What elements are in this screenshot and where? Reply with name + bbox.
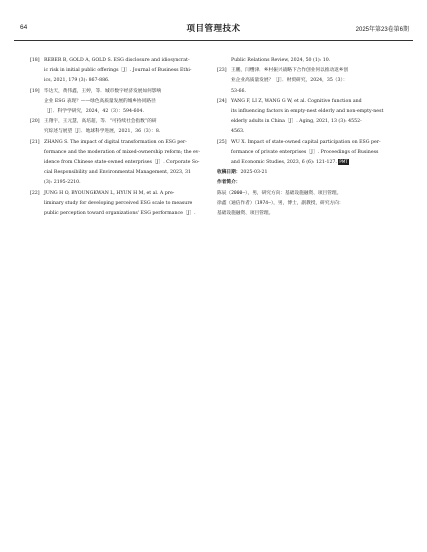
reference-text: [44, 56, 208, 87]
reference-entry: [217, 138, 399, 169]
reference-entry: [30, 189, 208, 220]
reference-line-text: WU X. Impact of state-owned capital participation on ESG per-: [231, 139, 381, 145]
reference-number: [18]: [30, 58, 40, 63]
reference-line: [44, 199, 208, 209]
reference-number: [19]: [30, 88, 40, 94]
reference-line-text: ics, 2021, 179 (3): 867-886.: [44, 78, 110, 84]
author-line-3: 基础设施融资、项目管理。: [217, 211, 274, 217]
reference-line-text: 究综述与展望［J］．地球科学进展，2021，36（3）：8.: [44, 129, 161, 135]
reference-list: [217, 66, 399, 168]
reference-line: [44, 209, 208, 219]
reference-line-text: (3): 2195-2210.: [44, 180, 81, 186]
reference-line-text: cial Responsibility and Environmental Management, 2023, 31: [44, 170, 191, 176]
reference-line-text: 王鹏，闫缨津．乡村振兴战略下合作创业何以推动返乡创: [231, 68, 349, 74]
reference-line-text: ［J］．科学学研究，2024，42（3）：594-604.: [44, 109, 144, 115]
reference-text: [231, 66, 399, 97]
header-rule: [14, 40, 413, 41]
reference-entry: [30, 138, 208, 189]
journal-title: 项目管理技术: [186, 24, 241, 34]
reference-line: [44, 158, 208, 168]
reference-number: [21]: [30, 139, 40, 145]
reference-line-text: 53-66.: [231, 88, 247, 94]
reference-line-text: public perception toward organizations' ESG performance［J］.: [44, 211, 196, 217]
reference-line-text: liminary study for developing perceived ESG scale to measure: [44, 200, 193, 206]
reference-line: [44, 168, 208, 178]
reference-entry: [30, 87, 208, 118]
reference-entry: [30, 117, 208, 137]
reference-text: [44, 87, 208, 118]
reference-number: [23]: [217, 68, 227, 74]
reference-line-text: 毕达天，黄伟鑫，王婷，等．城市数字经济发展如何影响: [44, 88, 162, 94]
reference-line: [44, 107, 208, 117]
reference-line-text: ZHANG S. The impact of digital transformation on ESG per-: [44, 139, 187, 145]
reference-line: [231, 107, 399, 117]
reference-text: [44, 138, 208, 189]
reference-line: [44, 138, 208, 148]
reference-line: [231, 97, 399, 107]
reference-line: [231, 87, 399, 97]
reference-line: [44, 76, 208, 86]
reference-line: [44, 127, 208, 137]
issue-info: 2025年第23卷第6期: [355, 27, 409, 33]
reference-line: [44, 189, 208, 199]
reference-continuation: Public Relations Review, 2024, 50 (1): 10.: [231, 58, 331, 63]
reference-line-text: 企业 ESG 表现？——绿色高质量发展的城乡协同路径: [44, 98, 156, 104]
page-number: 64: [20, 24, 28, 31]
end-of-article-mark: PMT: [339, 158, 348, 164]
reference-line: [44, 87, 208, 97]
reference-number: [20]: [30, 119, 40, 125]
author-line-2: 徐鑫（通信作者）（1974—），男，博士，副教授，研究方向：: [217, 200, 344, 206]
reference-text: [44, 117, 208, 137]
reference-text: [231, 97, 399, 138]
reference-line-text: elderly adults in China［J］. Aging, 2021, 13 (3): 4552-: [231, 119, 362, 125]
received-date: 2025-03-21: [240, 170, 268, 176]
authors-label: 作者简介：: [217, 180, 241, 186]
reference-line-text: ic risk in initial public offerings［J］. Journal of Business Ethi-: [44, 68, 192, 74]
reference-line: [44, 117, 208, 127]
reference-line-text: formance of private enterprises［J］. Proceedings of Business: [231, 149, 379, 155]
reference-line-text: REBER B, GOLD A, GOLD S. ESG disclosure and idiosyncrat-: [44, 58, 190, 63]
reference-entry: [30, 56, 208, 87]
reference-entry: [217, 66, 399, 97]
reference-line: [231, 148, 399, 158]
reference-line: [231, 66, 399, 76]
reference-text: [231, 138, 399, 169]
author-line-1: 陈辰（2000—），男，研究方向：基础设施融资、项目管理。: [217, 190, 342, 196]
reference-line-text: idence from Chinese state-owned enterprises［J］. Corporate So-: [44, 160, 200, 166]
received-label: 收稿日期：: [217, 170, 241, 176]
reference-line: [231, 138, 399, 148]
reference-number: [24]: [217, 98, 227, 104]
reference-line: [231, 76, 399, 86]
reference-text: [44, 189, 208, 220]
received-date-line: [217, 168, 399, 178]
reference-line-text: 4563.: [231, 129, 245, 135]
reference-line-text: 王翔宇，王元慧，高培超，等．“可持续社会指数”的研: [44, 119, 157, 125]
reference-line-text: its influencing factors in empty-nest elderly and non-empty-nest: [231, 109, 384, 115]
reference-line: [231, 158, 399, 168]
left-column: [30, 56, 208, 219]
reference-line: [44, 97, 208, 107]
reference-line: [44, 66, 208, 76]
reference-entry: [217, 97, 399, 138]
reference-line-text: formance and the moderation of mixed-ownership reform; the ev-: [44, 149, 200, 155]
reference-line: [231, 117, 399, 127]
right-column: [217, 56, 399, 219]
reference-line: [44, 148, 208, 158]
reference-line-text: and Economic Studies, 2023, 6 (6): 121-127.: [231, 160, 337, 166]
reference-line: [44, 56, 208, 66]
reference-line-text: YANG F, LI Z, WANG G W, et al. Cognitive function and: [231, 98, 362, 104]
reference-line: [44, 178, 208, 188]
page-header: [14, 22, 413, 36]
reference-number: [25]: [217, 139, 227, 145]
reference-line-text: JUNG H O, BYOUNGKWAN L, HYUN H M, et al. A pre-: [44, 190, 175, 196]
reference-line: [231, 127, 399, 137]
reference-line-text: 业企业高质量发展？［J］．财贸研究，2024，35（3）：: [231, 78, 348, 84]
reference-number: [22]: [30, 190, 40, 196]
